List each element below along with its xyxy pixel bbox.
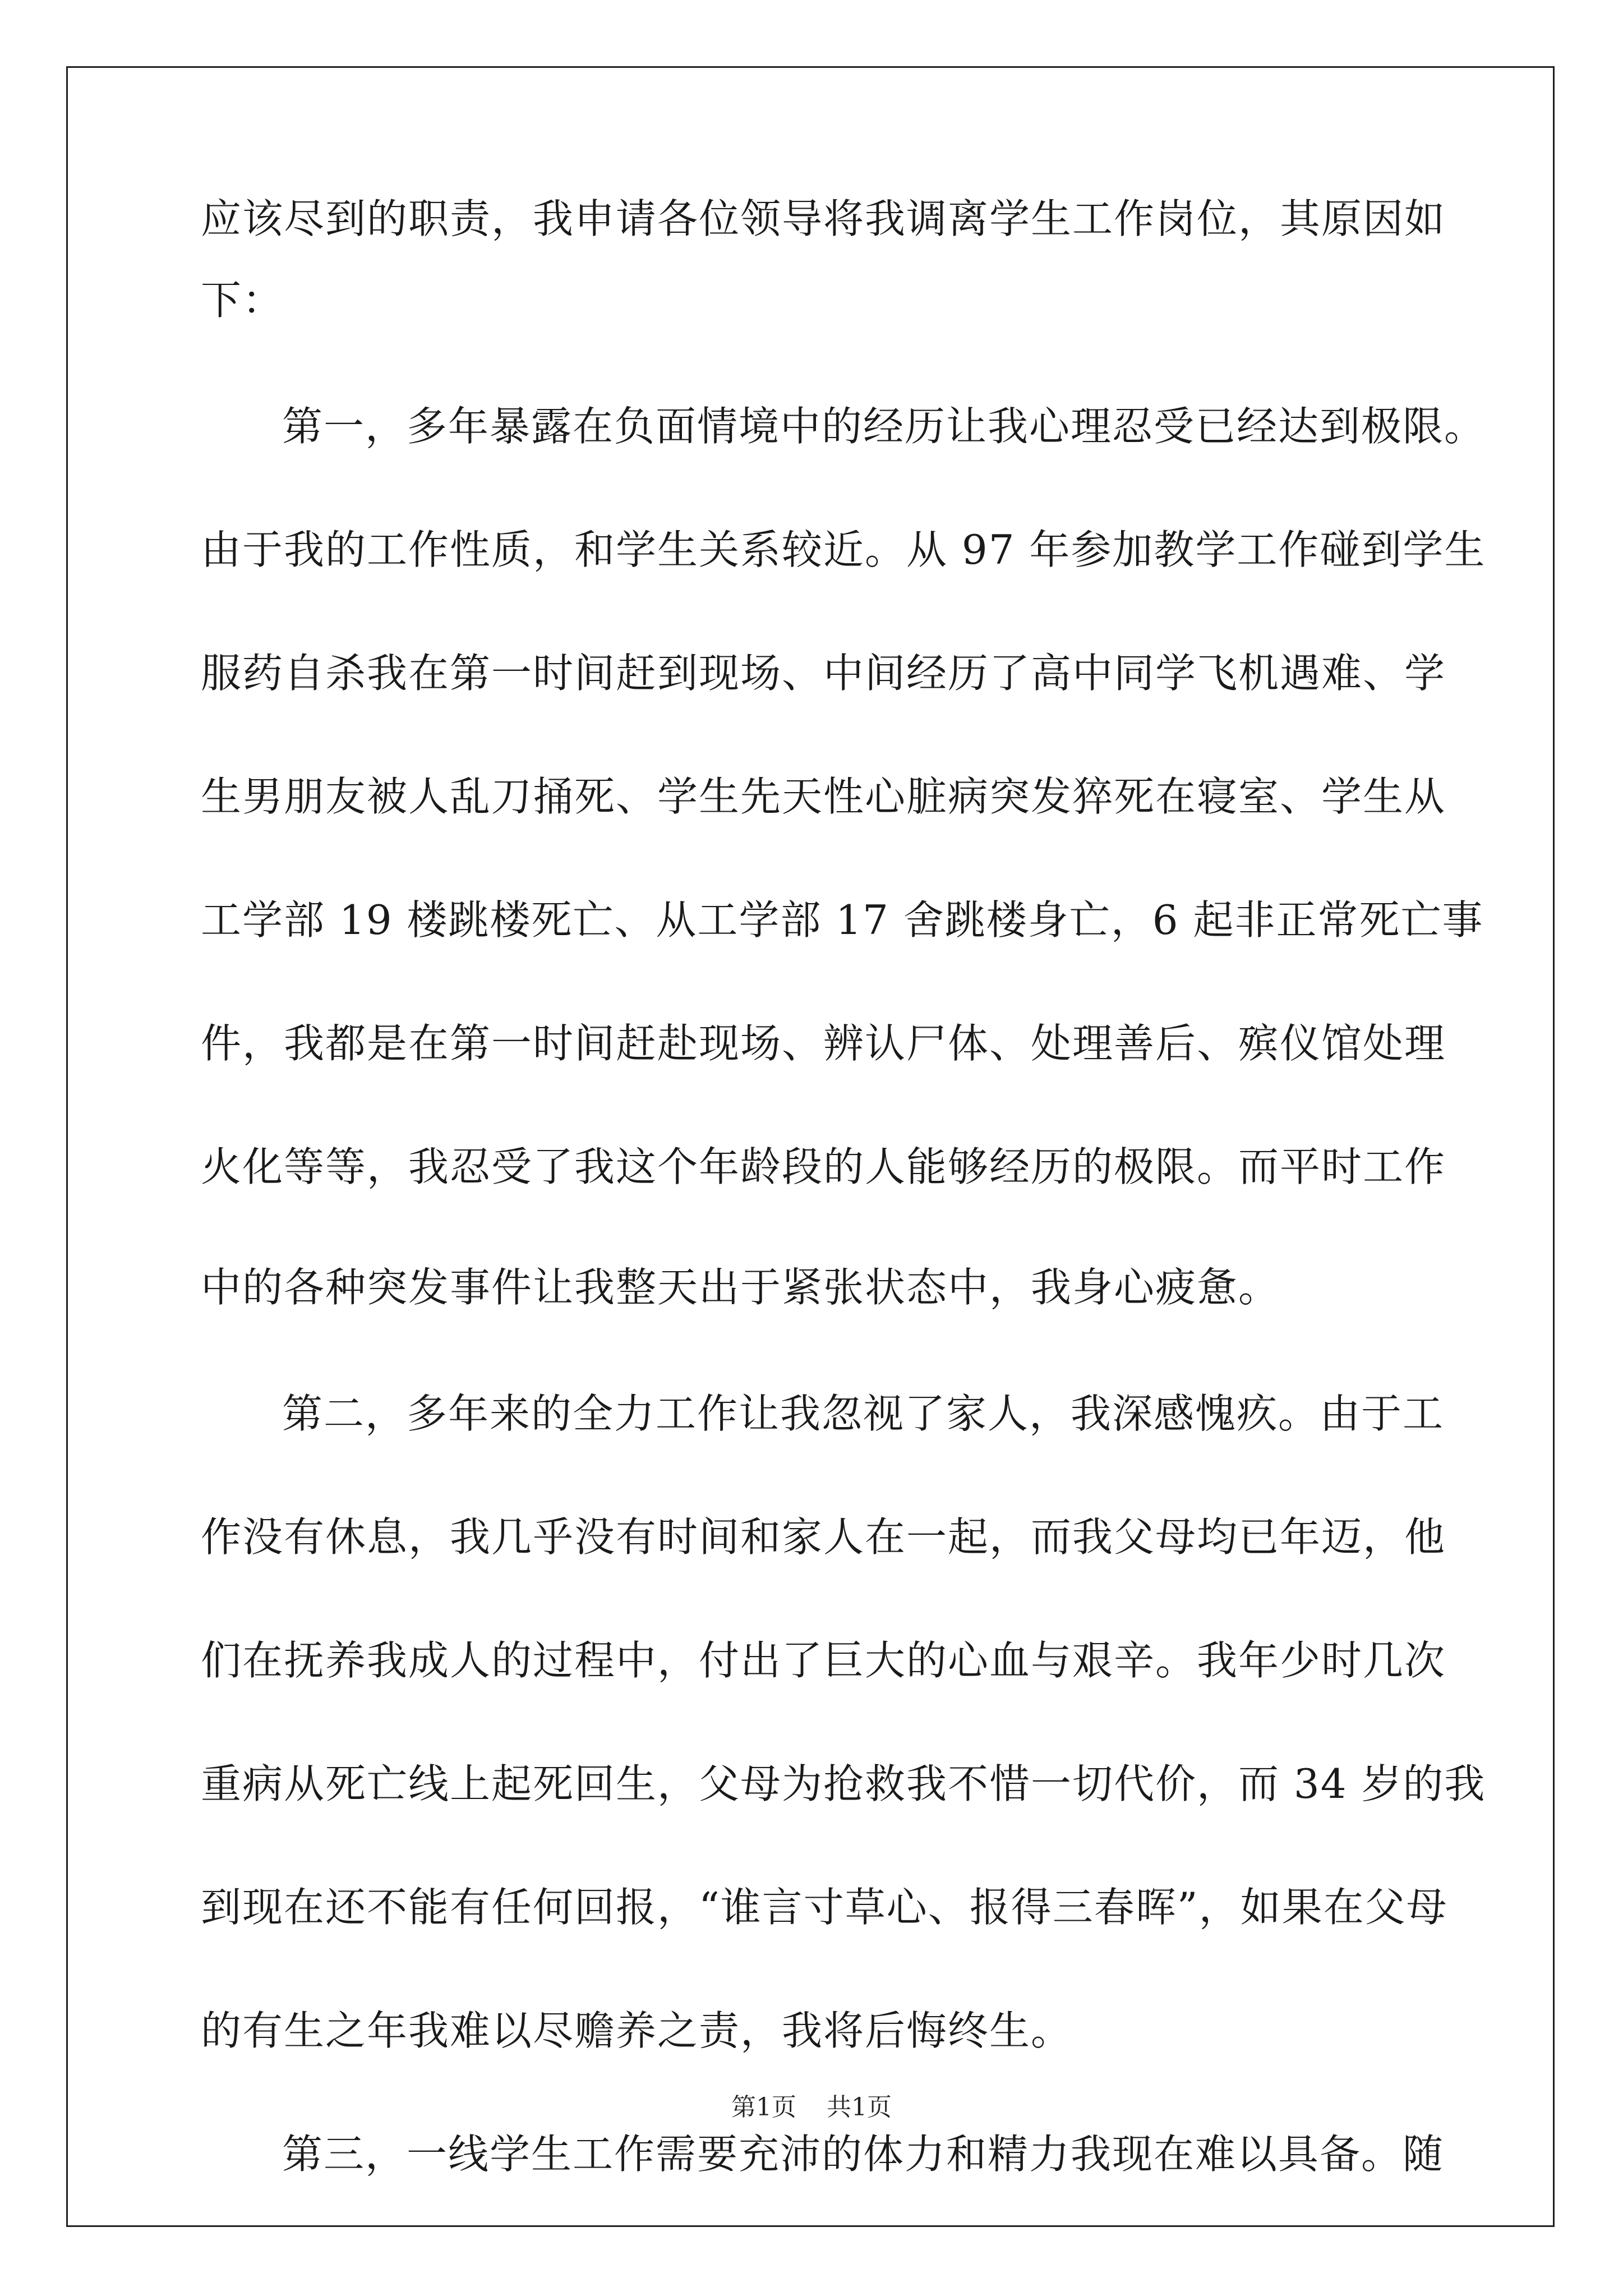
text-line: 中的各种突发事件让我整天出于紧张状态中，我身心疲惫。 <box>201 1264 1280 1311</box>
text-line: 重病从死亡线上起死回生，父母为抢救我不惜一切代价，而 34 岁的我 <box>201 1760 1486 1807</box>
text-line: 生男朋友被人乱刀捅死、学生先天性心脏病突发猝死在寝室、学生从 <box>201 773 1446 820</box>
page-footer <box>0 2087 1623 2123</box>
paragraph-first-line: 第二，多年来的全力工作让我忽视了家人，我深感愧疚。由于工 <box>282 1390 1445 1437</box>
paragraph-first-line: 第一，多年暴露在负面情境中的经历让我心理忍受已经达到极限。 <box>282 403 1486 450</box>
page-total: 共1页 <box>827 2093 892 2122</box>
text-line: 作没有休息，我几乎没有时间和家人在一起，而我父母均已年迈，他 <box>201 1513 1446 1561</box>
text-line: 应该尽到的职责，我申请各位领导将我调离学生工作岗位，其原因如 <box>201 195 1446 242</box>
page-number: 第1页 <box>731 2093 796 2122</box>
text-line: 的有生之年我难以尽赡养之责，我将后悔终生。 <box>201 2007 1073 2054</box>
text-line: 工学部 19 楼跳楼死亡、从工学部 17 舍跳楼身亡，6 起非正常死亡事 <box>201 896 1484 944</box>
text-line: 件，我都是在第一时间赶赴现场、辨认尸体、处理善后、殡仪馆处理 <box>201 1020 1446 1067</box>
text-line: 由于我的工作性质，和学生关系较近。从 97 年参加教学工作碰到学生 <box>201 526 1486 573</box>
paragraph-first-line: 第三，一线学生工作需要充沛的体力和精力我现在难以具备。随 <box>282 2131 1445 2178</box>
text-line: 火化等等，我忍受了我这个年龄段的人能够经历的极限。而平时工作 <box>201 1143 1446 1190</box>
text-line: 下： <box>201 277 284 324</box>
text-line: 们在抚养我成人的过程中，付出了巨大的心血与艰辛。我年少时几次 <box>201 1637 1446 1684</box>
text-line: 到现在还不能有任何回报，“谁言寸草心、报得三春晖”，如果在父母 <box>201 1884 1448 1931</box>
text-line: 服药自杀我在第一时间赶到现场、中间经历了高中同学飞机遇难、学 <box>201 650 1446 697</box>
